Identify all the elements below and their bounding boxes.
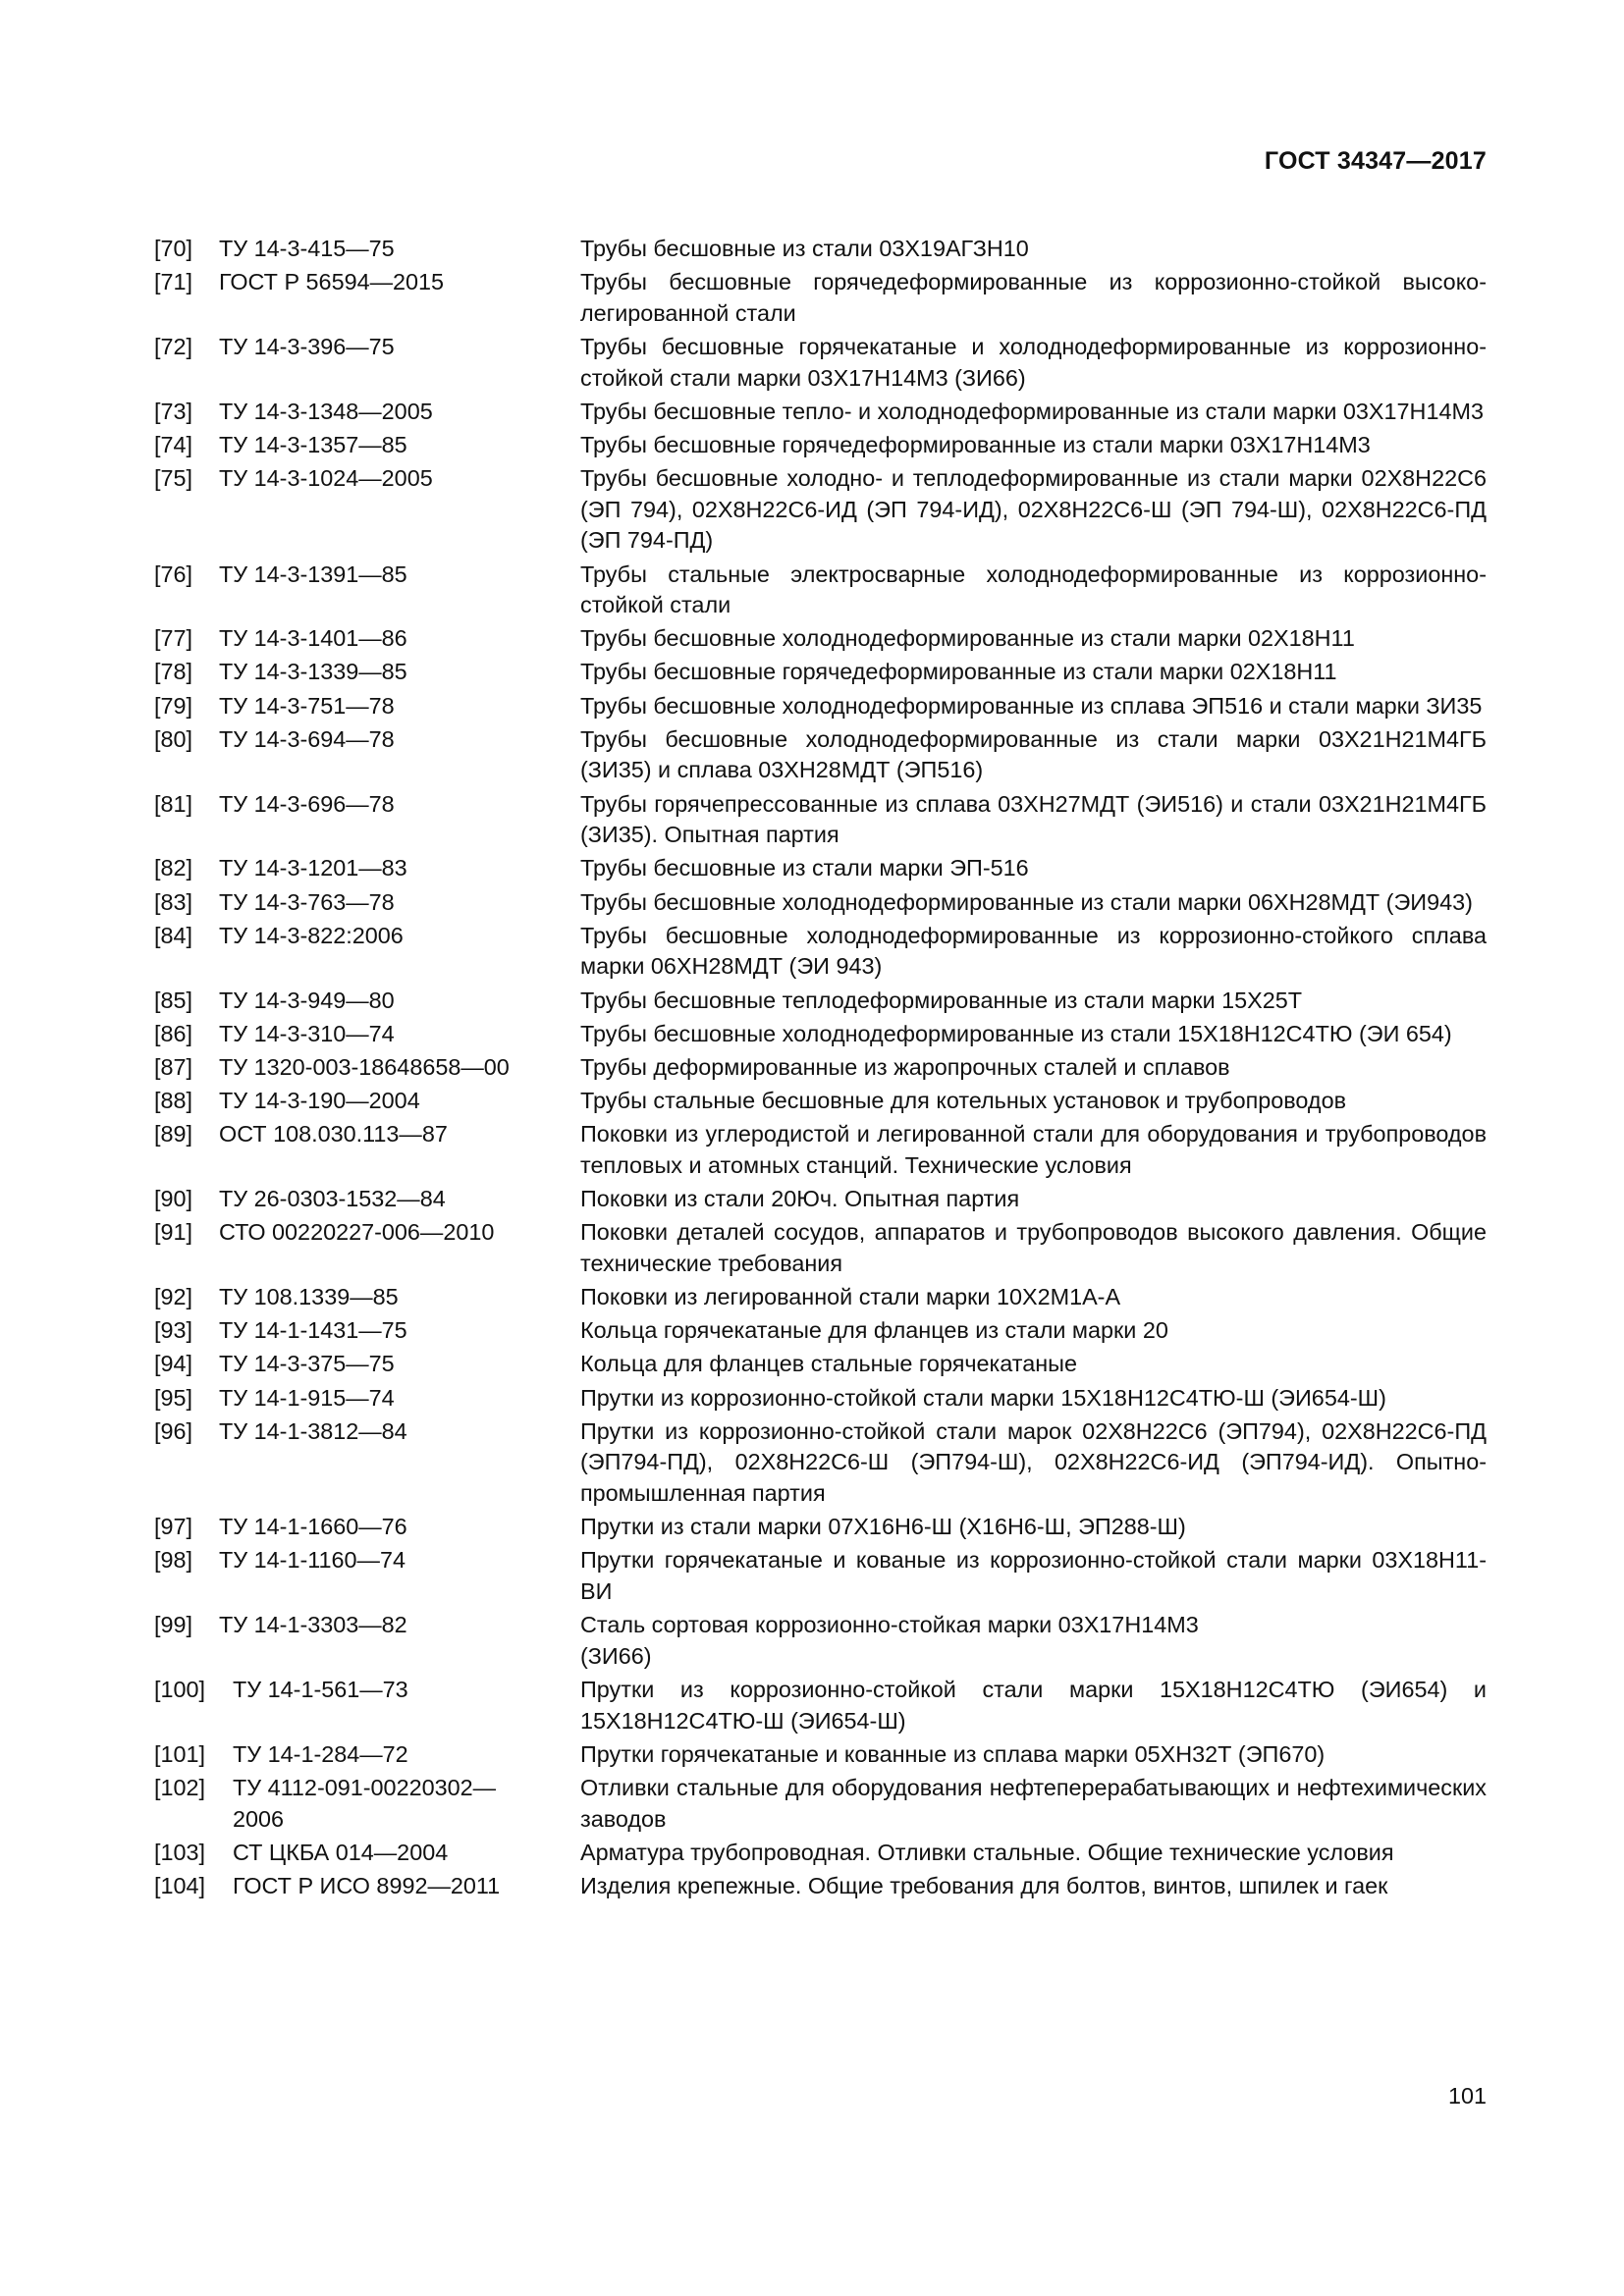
reference-title: Поковки из легированной стали марки 10Х2М1А-А xyxy=(580,1284,1121,1310)
reference-title: Трубы деформированные из жаропрочных сталей и сплавов xyxy=(580,1053,1230,1080)
reference-document-code: ТУ 1320-003-18648658—00 xyxy=(219,1053,510,1080)
reference-entry xyxy=(154,1349,1487,1380)
reference-document-code: ТУ 14-1-3303—82 xyxy=(219,1612,407,1638)
reference-number: [72] xyxy=(154,333,193,359)
reference-id-cell xyxy=(154,560,580,621)
reference-number: [84] xyxy=(154,922,193,948)
reference-title: Трубы бесшовные холоднодеформированные из стали марки 02Х18Н11 xyxy=(580,625,1355,652)
reference-title: Трубы бесшовные холоднодеформированные из сплава ЭП516 и стали марки ЗИ35 xyxy=(580,692,1483,719)
reference-number: [93] xyxy=(154,1317,193,1344)
reference-number: [100] xyxy=(154,1676,206,1702)
reference-document-code: ТУ 14-3-1348—2005 xyxy=(219,398,433,424)
reference-entry xyxy=(154,1773,1487,1835)
reference-title: Прутки из коррозионно-стойкой стали марки 15Х18Н12С4ТЮ (ЭИ654) и 15Х18Н12С4ТЮ-Ш (ЭИ654-Ш) xyxy=(580,1676,1487,1734)
reference-document-code: ТУ 14-3-396—75 xyxy=(219,333,395,359)
reference-entry xyxy=(154,724,1487,786)
reference-document-code: ТУ 14-3-310—74 xyxy=(219,1020,395,1046)
reference-entry xyxy=(154,1610,1487,1672)
reference-title: Трубы горячепрессованные из сплава 03ХН27МДТ (ЭИ516) и стали 03Х21Н21М4ГБ (ЗИ35). Опытная партия xyxy=(580,790,1487,848)
reference-entry xyxy=(154,986,1487,1017)
reference-id-cell xyxy=(154,1052,580,1084)
reference-entry xyxy=(154,560,1487,621)
reference-entry xyxy=(154,234,1487,265)
reference-id-cell xyxy=(154,234,580,265)
reference-document-code: ТУ 14-3-415—75 xyxy=(219,236,395,261)
reference-number: [104] xyxy=(154,1872,206,1898)
reference-number: [92] xyxy=(154,1284,193,1310)
reference-entry xyxy=(154,623,1487,655)
reference-title: Кольца горячекатаные для фланцев из стали марки 20 xyxy=(580,1317,1168,1344)
reference-entry xyxy=(154,1184,1487,1215)
reference-id-cell xyxy=(154,267,580,329)
reference-document-code: ТУ 14-3-190—2004 xyxy=(219,1088,420,1114)
reference-document-code: ГОСТ Р 56594—2015 xyxy=(219,269,445,295)
reference-id-cell xyxy=(154,623,580,655)
reference-title: Трубы стальные бесшовные для котельных установок и трубопроводов xyxy=(580,1088,1347,1114)
reference-id-cell xyxy=(154,789,580,851)
reference-title: Поковки из углеродистой и легированной стали для оборудования и трубопроводов тепловых и атомных станций. Технические условия xyxy=(580,1121,1487,1178)
reference-entry xyxy=(154,1416,1487,1510)
reference-number: [76] xyxy=(154,561,193,587)
reference-id-cell xyxy=(154,691,580,722)
reference-entry xyxy=(154,1217,1487,1279)
reference-id-cell xyxy=(154,853,580,884)
page-number: 101 xyxy=(1447,2083,1487,2109)
reference-number: [83] xyxy=(154,888,193,915)
reference-number: [77] xyxy=(154,625,193,652)
reference-number: [85] xyxy=(154,987,193,1013)
reference-document-code: ТУ 14-3-763—78 xyxy=(219,888,395,915)
reference-entry xyxy=(154,1052,1487,1084)
reference-title: Трубы бесшовные горячедеформированные из коррозионно-стойкой высоколегированной стали xyxy=(580,269,1487,326)
reference-id-cell xyxy=(154,1871,580,1902)
reference-title: Прутки из коррозионно-стойкой стали марки 15Х18Н12С4ТЮ-Ш (ЭИ654-Ш) xyxy=(580,1384,1386,1411)
reference-document-code: ТУ 14-3-375—75 xyxy=(219,1351,395,1377)
reference-document-code: ОСТ 108.030.113—87 xyxy=(219,1121,448,1148)
reference-document-code: ТУ 14-1-284—72 xyxy=(233,1740,408,1767)
reference-title: Трубы бесшовные холоднодеформированные из стали марки 06ХН28МДТ (ЭИ943) xyxy=(580,888,1473,915)
reference-entry xyxy=(154,921,1487,983)
reference-entry xyxy=(154,657,1487,688)
reference-entry xyxy=(154,1838,1487,1869)
reference-entry xyxy=(154,397,1487,428)
reference-title: Трубы стальные электросварные холоднодеформированные из коррозионностойкой стали xyxy=(580,561,1487,618)
reference-title: Трубы бесшовные холоднодеформированные из стали марки 03Х21Н21М4ГБ (ЗИ35) и сплава 03ХН28МДТ (ЭП516) xyxy=(580,725,1487,783)
reference-entry xyxy=(154,1315,1487,1347)
reference-document-code: ТУ 14-3-1024—2005 xyxy=(219,465,433,492)
reference-document-code: ТУ 26-0303-1532—84 xyxy=(219,1186,446,1212)
reference-document-code: ТУ 4112-091-00220302— 2006 xyxy=(233,1774,497,1832)
reference-entry xyxy=(154,1119,1487,1181)
reference-entry xyxy=(154,1383,1487,1415)
reference-number: [81] xyxy=(154,790,193,817)
reference-document-code: ТУ 14-3-1357—85 xyxy=(219,431,407,457)
reference-entry xyxy=(154,691,1487,722)
reference-title: Трубы бесшовные холоднодеформированные из коррозионно-стойкого сплава марки 06ХН28МДТ (ЭИ 943) xyxy=(580,922,1487,980)
reference-id-cell xyxy=(154,1773,580,1835)
reference-number: [98] xyxy=(154,1547,193,1574)
reference-number: [75] xyxy=(154,465,193,492)
reference-document-code: ТУ 14-1-915—74 xyxy=(219,1384,395,1411)
reference-document-code: ТУ 14-1-3812—84 xyxy=(219,1417,407,1444)
reference-document-code: ТУ 14-1-1660—76 xyxy=(219,1514,407,1540)
reference-title: Кольца для фланцев стальные горячекатаные xyxy=(580,1351,1077,1377)
reference-id-cell xyxy=(154,1675,580,1736)
reference-number: [94] xyxy=(154,1351,193,1377)
reference-title: Прутки из стали марки 07Х16Н6-Ш (Х16Н6-Ш, ЭП288-Ш) xyxy=(580,1514,1186,1540)
reference-list xyxy=(154,234,1487,1904)
reference-number: [86] xyxy=(154,1020,193,1046)
reference-number: [82] xyxy=(154,855,193,881)
reference-document-code: ТУ 14-3-694—78 xyxy=(219,725,395,752)
reference-document-code: ТУ 14-3-1201—83 xyxy=(219,855,407,881)
reference-number: [88] xyxy=(154,1088,193,1114)
reference-document-code: ТУ 14-3-949—80 xyxy=(219,987,395,1013)
reference-number: [103] xyxy=(154,1839,206,1865)
reference-id-cell xyxy=(154,332,580,394)
reference-title: Прутки горячекатаные и кованые из коррозионно-стойкой стали марки 03Х18Н11-ВИ xyxy=(580,1547,1487,1604)
reference-id-cell xyxy=(154,1416,580,1510)
reference-document-code: СТ ЦКБА 014—2004 xyxy=(233,1839,449,1865)
reference-id-cell xyxy=(154,397,580,428)
reference-id-cell xyxy=(154,1019,580,1050)
reference-id-cell xyxy=(154,1349,580,1380)
reference-id-cell xyxy=(154,1217,580,1279)
reference-id-cell xyxy=(154,1739,580,1771)
reference-title: Арматура трубопроводная. Отливки стальные. Общие технические условия xyxy=(580,1839,1394,1865)
reference-number: [80] xyxy=(154,725,193,752)
reference-document-code: ГОСТ Р ИСО 8992—2011 xyxy=(233,1872,501,1898)
reference-number: [101] xyxy=(154,1740,206,1767)
reference-document-code: ТУ 14-3-696—78 xyxy=(219,790,395,817)
reference-title: Трубы бесшовные горячедеформированные из стали марки 03Х17Н14М3 xyxy=(580,431,1371,457)
reference-id-cell xyxy=(154,1086,580,1117)
reference-title: Трубы бесшовные теплодеформированные из стали марки 15Х25Т xyxy=(580,987,1303,1013)
reference-entry xyxy=(154,430,1487,461)
reference-id-cell xyxy=(154,986,580,1017)
reference-title: Сталь сортовая коррозионно-стойкая марки 03Х17Н14М3 (ЗИ66) xyxy=(580,1612,1199,1669)
reference-number: [78] xyxy=(154,659,193,685)
reference-number: [99] xyxy=(154,1612,193,1638)
reference-title: Трубы бесшовные горячедеформированные из стали марки 02Х18Н11 xyxy=(580,659,1337,685)
reference-title: Поковки деталей сосудов, аппаратов и трубопроводов высокого давления. Общие технические требования xyxy=(580,1219,1487,1276)
reference-id-cell xyxy=(154,887,580,919)
reference-document-code: ТУ 14-3-1391—85 xyxy=(219,561,407,587)
reference-number: [96] xyxy=(154,1417,193,1444)
reference-number: [89] xyxy=(154,1121,193,1148)
reference-id-cell xyxy=(154,1610,580,1672)
reference-number: [91] xyxy=(154,1219,193,1246)
reference-entry xyxy=(154,1512,1487,1543)
reference-id-cell xyxy=(154,657,580,688)
reference-number: [79] xyxy=(154,692,193,719)
reference-title: Трубы бесшовные из стали марки ЭП-516 xyxy=(580,855,1029,881)
reference-number: [71] xyxy=(154,269,193,295)
reference-entry xyxy=(154,1675,1487,1736)
reference-document-code: ТУ 14-1-561—73 xyxy=(233,1676,408,1702)
reference-id-cell xyxy=(154,1838,580,1869)
reference-id-cell xyxy=(154,1512,580,1543)
reference-document-code: ТУ 14-3-751—78 xyxy=(219,692,395,719)
reference-number: [70] xyxy=(154,236,193,261)
reference-title: Трубы бесшовные тепло- и холоднодеформированные из стали марки 03Х17Н14М3 xyxy=(580,398,1484,424)
reference-entry xyxy=(154,1086,1487,1117)
reference-document-code: ТУ 14-3-822:2006 xyxy=(219,922,404,948)
reference-document-code: ТУ 14-3-1339—85 xyxy=(219,659,407,685)
reference-entry xyxy=(154,1019,1487,1050)
reference-document-code: ТУ 108.1339—85 xyxy=(219,1284,399,1310)
reference-id-cell xyxy=(154,1315,580,1347)
reference-number: [73] xyxy=(154,398,193,424)
reference-entry xyxy=(154,463,1487,557)
reference-title: Трубы бесшовные холодно- и теплодеформированные из стали марки 02Х8Н22С6 (ЭП 794), 02Х8Н22С6-ИД (ЭП 794-ИД), 02Х8Н22С6-Ш (ЭП 794-Ш), 02Х8Н22С6-ПД (ЭП 794-ПД) xyxy=(580,465,1487,554)
reference-title: Прутки горячекатаные и кованные из сплава марки 05ХН32Т (ЭП670) xyxy=(580,1740,1326,1767)
reference-entry xyxy=(154,887,1487,919)
reference-number: [74] xyxy=(154,431,193,457)
reference-entry xyxy=(154,789,1487,851)
reference-document-code: СТО 00220227-006—2010 xyxy=(219,1219,495,1246)
reference-document-code: ТУ 14-1-1431—75 xyxy=(219,1317,407,1344)
reference-id-cell xyxy=(154,1545,580,1607)
reference-id-cell xyxy=(154,430,580,461)
reference-entry xyxy=(154,267,1487,329)
reference-title: Трубы бесшовные холоднодеформированные из стали 15Х18Н12С4ТЮ (ЭИ 654) xyxy=(580,1020,1452,1046)
reference-title: Изделия крепежные. Общие требования для болтов, винтов, шпилек и гаек xyxy=(580,1872,1388,1898)
reference-title: Поковки из стали 20Юч. Опытная партия xyxy=(580,1186,1020,1212)
reference-title: Трубы бесшовные из стали 03Х19АГЗН10 xyxy=(580,236,1029,261)
reference-document-code: ТУ 14-3-1401—86 xyxy=(219,625,407,652)
reference-id-cell xyxy=(154,463,580,557)
reference-id-cell xyxy=(154,1184,580,1215)
reference-number: [102] xyxy=(154,1774,206,1800)
reference-entry xyxy=(154,1282,1487,1313)
document-header: ГОСТ 34347—2017 xyxy=(1264,147,1487,175)
reference-number: [87] xyxy=(154,1053,193,1080)
reference-entry xyxy=(154,1545,1487,1607)
reference-entry xyxy=(154,1739,1487,1771)
reference-number: [90] xyxy=(154,1186,193,1212)
reference-id-cell xyxy=(154,1119,580,1181)
reference-id-cell xyxy=(154,1282,580,1313)
reference-number: [95] xyxy=(154,1384,193,1411)
reference-title: Отливки стальные для оборудования нефтеперерабатывающих и нефтехимических заводов xyxy=(580,1774,1487,1832)
reference-entry xyxy=(154,853,1487,884)
reference-number: [97] xyxy=(154,1514,193,1540)
reference-id-cell xyxy=(154,1383,580,1415)
reference-title: Трубы бесшовные горячекатаные и холоднодеформированные из коррозионно-стойкой стали марки 03Х17Н14М3 (ЗИ66) xyxy=(580,333,1487,391)
reference-id-cell xyxy=(154,921,580,983)
reference-id-cell xyxy=(154,724,580,786)
reference-document-code: ТУ 14-1-1160—74 xyxy=(219,1547,406,1574)
reference-entry xyxy=(154,1871,1487,1902)
reference-entry xyxy=(154,332,1487,394)
reference-title: Прутки из коррозионно-стойкой стали марок 02Х8Н22С6 (ЭП794), 02Х8Н22С6-ПД (ЭП794-ПД), 02Х8Н22С6-Ш (ЭП794-Ш), 02Х8Н22С6-ИД (ЭП794-ИД). Опытно-промышленная партия xyxy=(580,1417,1487,1506)
